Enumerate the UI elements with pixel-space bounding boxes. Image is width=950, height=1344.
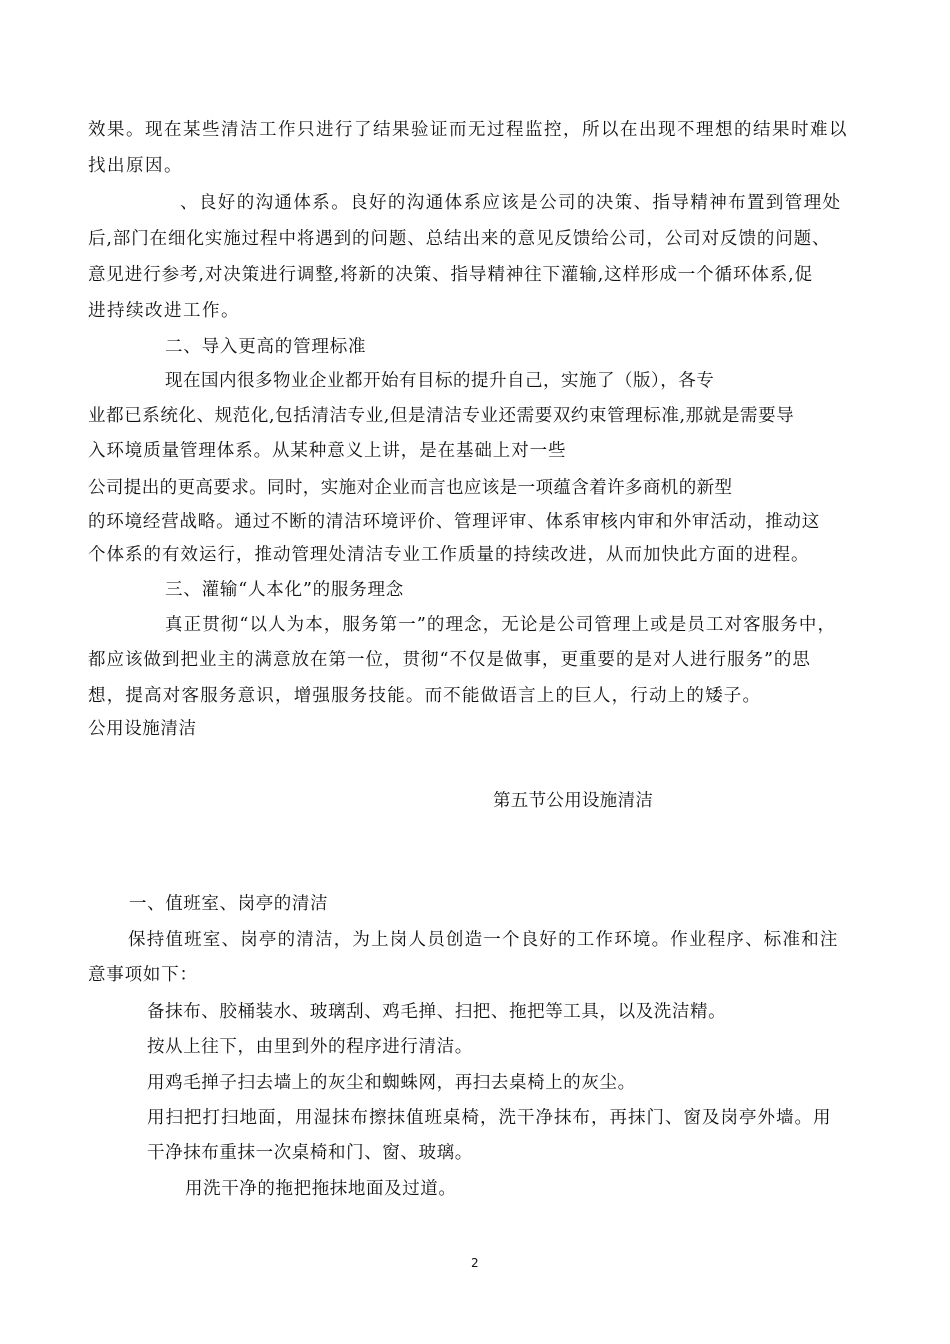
- subheading-1: 一、值班室、岗亭的清洁: [129, 894, 329, 914]
- heading-3: 三、灌输“人本化”的服务理念: [165, 580, 405, 600]
- line-25: 用鸡毛掸子扫去墙上的灰尘和蜘蛛网，再扫去桌椅上的灰尘。: [147, 1073, 636, 1093]
- line-6: 进持续改进工作。: [88, 301, 240, 321]
- line-12: 的环境经营战略。通过不断的清洁环境评价、管理评审、体系审核内审和外审活动，推动这: [88, 512, 820, 532]
- line-15: 真正贯彻“以人为本，服务第一”的理念，无论是公司管理上或是员工对客服务中，: [165, 615, 837, 635]
- line-28: 用洗干净的拖把拖抹地面及过道。: [185, 1179, 457, 1199]
- heading-2: 二、导入更高的管理标准: [165, 337, 367, 357]
- line-22: 意事项如下：: [88, 965, 198, 985]
- line-18: 公用设施清洁: [88, 719, 197, 739]
- line-26: 用扫把打扫地面，用湿抹布擦抹值班桌椅，洗干净抹布，再抹门、窗及岗亭外墙。用: [147, 1108, 832, 1128]
- line-16: 都应该做到把业主的满意放在第一位，贯彻“不仅是做事，更重要的是对人进行服务”的思: [88, 650, 811, 670]
- line-27: 干净抹布重抹一次桌椅和门、窗、玻璃。: [147, 1143, 473, 1163]
- line-9: 业都已系统化、规范化,包括清洁专业,但是清洁专业还需要双约束管理标准,那就是需要导: [88, 406, 795, 426]
- line-24: 按从上往下，由里到外的程序进行清洁。: [147, 1037, 473, 1057]
- line-8: 现在国内很多物业企业都开始有目标的提升自己，实施了（版），各专: [165, 371, 715, 391]
- line-1: 效果。现在某些清洁工作只进行了结果验证而无过程监控，所以在出现不理想的结果时难以: [88, 120, 848, 140]
- line-23: 备抹布、胶桶装水、玻璃刮、鸡毛掸、扫把、拖把等工具，以及洗洁精。: [147, 1002, 727, 1022]
- line-5: 意见进行参考,对决策进行调整,将新的决策、指导精神往下灌输,这样形成一个循环体系,促: [88, 265, 814, 285]
- line-4: 后,部门在细化实施过程中将遇到的问题、总结出来的意见反馈给公司，公司对反馈的问题、: [88, 229, 831, 249]
- line-3: 、良好的沟通体系。良好的沟通体系应该是公司的决策、指导精神布置到管理处: [180, 193, 842, 213]
- section-title: 第五节公用设施清洁: [493, 791, 654, 811]
- line-11: 公司提出的更高要求。同时，实施对企业而言也应该是一项蕴含着许多商机的新型: [88, 478, 733, 498]
- line-21: 保持值班室、岗亭的清洁，为上岗人员创造一个良好的工作环境。作业程序、标准和注: [128, 930, 839, 950]
- line-13: 个体系的有效运行，推动管理处清洁专业工作质量的持续改进，从而加快此方面的进程。: [88, 545, 810, 565]
- line-10: 入环境质量管理体系。从某种意义上讲，是在基础上对一些: [88, 441, 567, 461]
- line-2: 找出原因。: [88, 156, 183, 176]
- line-17: 想，提高对客服务意识，增强服务技能。而不能做语言上的巨人，行动上的矮子。: [88, 686, 762, 706]
- page-number: 2: [471, 1256, 479, 1270]
